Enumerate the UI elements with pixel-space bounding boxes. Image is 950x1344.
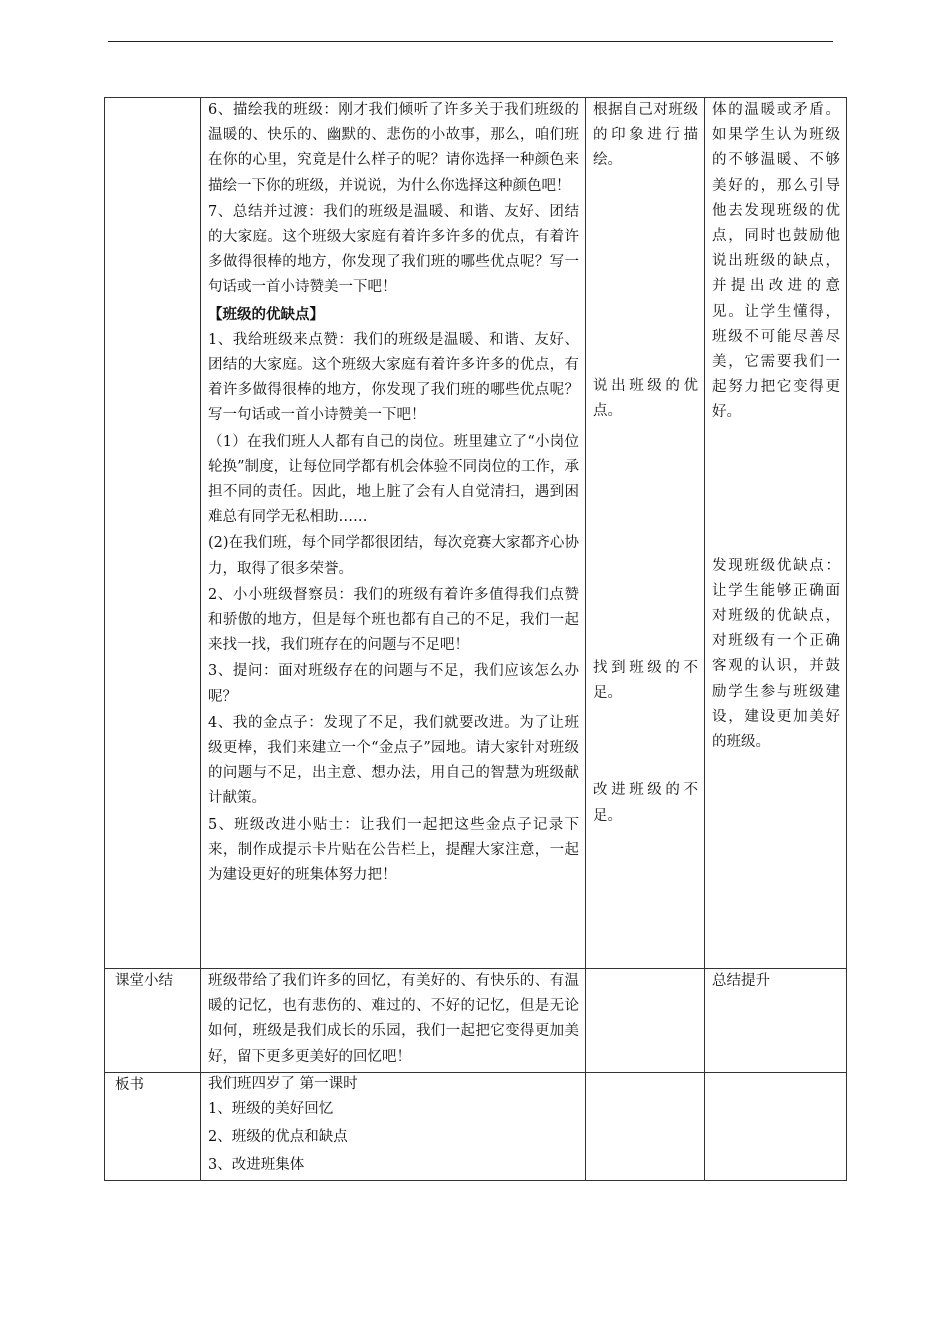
teacher-activity-cell — [201, 98, 586, 969]
lesson-plan-table — [104, 97, 847, 1181]
board-content — [201, 1073, 586, 1181]
student-activity-2: 说出班级的优点。 — [593, 377, 698, 419]
student-activity-3: 找到班级的不足。 — [593, 660, 698, 702]
summary-content — [201, 969, 586, 1073]
summary-design: 总结提升 — [712, 973, 770, 989]
board-student-cell — [586, 1073, 705, 1181]
activity-step-2: 2、小小班级督察员：我们的班级有着许多值得我们点赞和骄傲的地方，但是每个班也都有自己的不足，我们一起来找一找，我们班存在的问题与不足吧！ — [208, 586, 579, 654]
table-row — [105, 969, 847, 1073]
student-activity-cell — [586, 98, 705, 969]
board-line-1: 1、班级的美好回忆 — [208, 1101, 334, 1117]
student-activity-1: 根据自己对班级的印象进行描绘。 — [593, 102, 698, 169]
activity-step-1b: (2)在我们班，每个同学都很团结，每次竞赛大家都齐心协力，取得了很多荣誉。 — [208, 535, 579, 577]
summary-label: 课堂小结 — [105, 969, 201, 1073]
activity-step-4: 4、我的金点子：发现了不足，我们就要改进。为了让班级更棒，我们来建立一个“金点子”园地。请大家针对班级的问题与不足，出主意、想办法，用自己的智慧为班级献计献策。 — [208, 714, 579, 807]
design-intent-2: 发现班级优缺点：让学生能够正确面对班级的优缺点，对班级有一个正确客观的认识，并鼓励学生参与班级建设，建设更加美好的班级。 — [712, 557, 840, 751]
board-design-cell — [705, 1073, 847, 1181]
activity-step-5: 5、班级改进小贴士：让我们一起把这些金点子记录下来，制作成提示卡片贴在公告栏上，提醒大家注意，一起为建设更好的班集体努力把！ — [208, 816, 579, 884]
summary-design-cell — [705, 969, 847, 1073]
board-label: 板书 — [105, 1073, 201, 1181]
student-activity-4: 改进班级的不足。 — [593, 782, 698, 824]
summary-student-cell — [586, 969, 705, 1073]
activity-item-6: 6、描绘我的班级：刚才我们倾听了许多关于我们班级的温暖的、快乐的、幽默的、悲伤的小故事，那么，咱们班在你的心里，究竟是什么样子的呢？请你选择一种颜色来描绘一下你的班级，并说说，为什么你选择这种颜色吧！ — [208, 102, 579, 194]
design-intent-1: 体的温暖或矛盾。如果学生认为班级的不够温暖、不够美好的，那么引导他去发现班级的优点，同时也鼓励他说出班级的缺点，并提出改进的意见。让学生懂得，班级不可能尽善尽美，它需要我们一起努力把它变得更好。 — [712, 102, 840, 421]
header-rule — [108, 41, 833, 42]
board-line-2: 2、班级的优点和缺点 — [208, 1129, 348, 1145]
section-title: 【班级的优缺点】 — [208, 305, 324, 323]
design-intent-cell — [705, 98, 847, 969]
activity-step-1: 1、我给班级来点赞：我们的班级是温暖、和谐、友好、团结的大家庭。这个班级大家庭有着许多许多的优点，有着许多做得很棒的地方，你发现了我们班的哪些优点呢？写一句话或一首小诗赞美一下吧！ — [208, 331, 579, 424]
activity-step-3: 3、提问：面对班级存在的问题与不足，我们应该怎么办呢？ — [208, 663, 579, 705]
board-title: 我们班四岁了 第一课时 — [208, 1076, 358, 1092]
activity-step-1a: （1）在我们班人人都有自己的岗位。班里建立了“小岗位轮换”制度，让每位同学都有机会体验不同岗位的工作，承担不同的责任。因此，地上脏了会有人自觉清扫，遇到困难总有同学无私相助…… — [208, 433, 579, 526]
summary-text: 班级带给了我们许多的回忆，有美好的、有快乐的、有温暖的记忆，也有悲伤的、难过的、不好的记忆，但是无论如何，班级是我们成长的乐园，我们一起把它变得更加美好，留下更多更美好的回忆吧！ — [208, 973, 579, 1065]
table-row — [105, 1073, 847, 1181]
board-line-3: 3、改进班集体 — [208, 1157, 305, 1173]
table-row — [105, 98, 847, 969]
activity-item-7: 7、总结并过渡：我们的班级是温暖、和谐、友好、团结的大家庭。这个班级大家庭有着许多许多的优点，有着许多做得很棒的地方，你发现了我们班的哪些优点呢？写一句话或一首小诗赞美一下吧！ — [208, 203, 579, 296]
stage-cell — [105, 98, 201, 969]
